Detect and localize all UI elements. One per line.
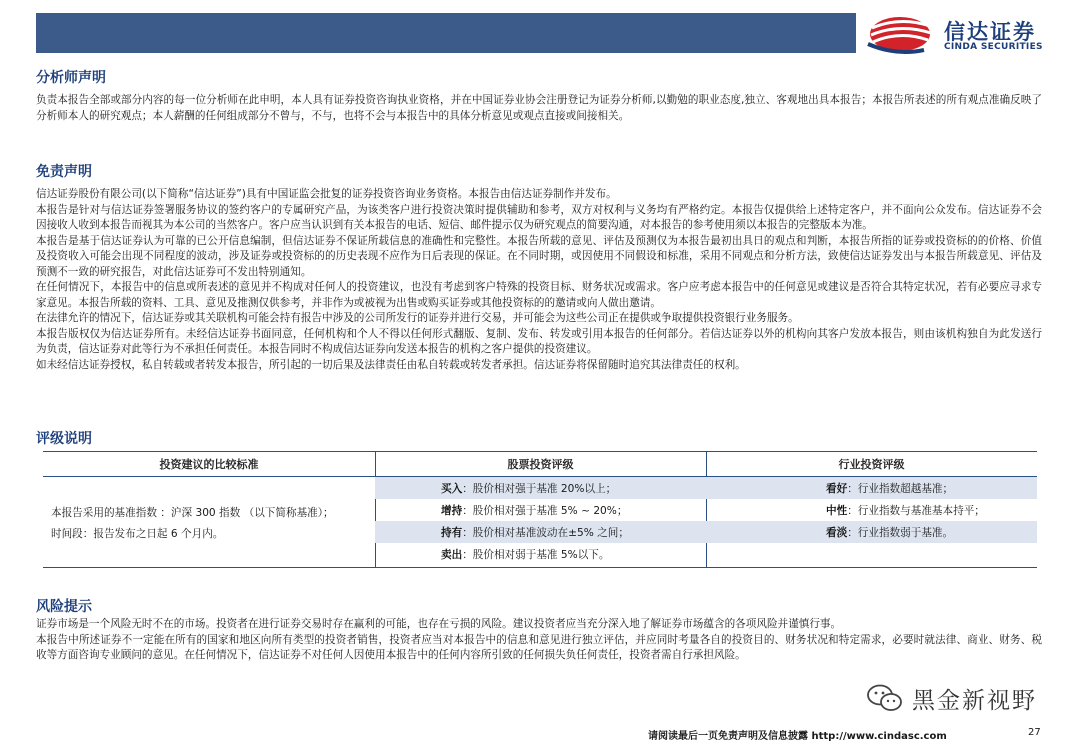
industry-rating-cell: 看好：行业指数超越基准；: [826, 483, 954, 495]
stock-rating-label: 买入: [441, 483, 463, 495]
watermark: [866, 678, 1037, 718]
risk-paragraph: 本报告中所述证券不一定能在所有的国家和地区向所有类型的投资者销售，投资者应当对本报告中的信息和意见进行独立评估，并应同时考量各自的投资目的、财务状况和特定需求，必要时就法律、商业、财务、税收等方面咨询专业顾问的意见。在任何情况下，信达证券不对任何人因使用本报告中的任何内容所引致的任何损失负任何责任，投资者需自行承担风险。: [36, 633, 1042, 661]
wechat-icon: [866, 683, 904, 713]
disclaimer-text: [36, 187, 1042, 373]
rating-table-header: [43, 452, 1037, 477]
stock-rating-label: 增持: [441, 505, 463, 517]
disclaimer-paragraph: 信达证券股份有限公司(以下简称“信达证券”)具有中国证监会批复的证券投资咨询业务资格。本报告由信达证券制作并发布。: [36, 188, 617, 200]
stock-rating-label: 持有: [441, 527, 463, 539]
header-industry-rating: 行业投资评级: [838, 458, 905, 471]
disclaimer-paragraph: 本报告是针对与信达证券签署服务协议的签约客户的专属研究产品，为该类客户进行投资决策时提供辅助和参考，双方对权利与义务均有严格约定。本报告仅提供给上述特定客户，并不面向公众发布。信达证券不会因接收人收到本报告而视其为本公司的当然客户。客户应当认识到有关本报告的电话、短信、邮件提示仅为研究观点的简要沟通，对本报告的参考使用须以本报告的完整版本为准。: [36, 203, 1042, 231]
benchmark-line: 本报告采用的基准指数 ：沪深 300 指数 （以下简称基准）；: [51, 507, 334, 519]
industry-rating-desc: 行业指数与基准基本持平；: [857, 505, 985, 517]
stock-rating-desc: 股价相对强于基准 5% ~ 20%；: [472, 505, 628, 517]
table-row: [375, 499, 1037, 521]
risk-section-title: 风险提示: [36, 599, 92, 615]
stock-rating-desc: 股价相对弱于基准 5%以下。: [472, 549, 610, 561]
cinda-logo-mark-icon: [866, 14, 936, 54]
footer-disclosure-link[interactable]: 请阅读最后一页免责声明及信息披露 http://www.cindasc.com: [648, 731, 947, 742]
disclaimer-paragraph: 在任何情况下，本报告中的信息或所表述的意见并不构成对任何人的投资建议，也没有考虑到客户特殊的投资目标、财务状况或需求。客户应考虑本报告中的任何意见或建议是否符合其特定状况，若有必要应寻求专家意见。本报告所载的资料、工具、意见及推测仅供参考，并非作为或被视为出售或购买证券或其他投资标的的邀请或向人做出邀请。: [36, 281, 1042, 309]
analyst-statement-text: [36, 93, 1042, 124]
stock-rating-label: 卖出: [441, 549, 463, 561]
analyst-section-title: 分析师声明: [36, 70, 106, 86]
stock-rating-cell: 卖出：股价相对弱于基准 5%以下。: [441, 549, 610, 561]
table-row: [375, 477, 1037, 499]
analyst-paragraph: 负责本报告全部或部分内容的每一位分析师在此申明，本人具有证券投资咨询执业资格，并在中国证券业协会注册登记为证券分析师,以勤勉的职业态度,独立、客观地出具本报告；本报告所表述的所有观点准确反映了分析师本人的研究观点；本人薪酬的任何组成部分不曾与，不与，也将不会与本报告中的具体分析意见或观点直接或间接相关。: [36, 94, 1042, 122]
industry-rating-desc: 行业指数弱于基准。: [857, 527, 954, 539]
industry-rating-label: 看淡: [826, 527, 848, 539]
cinda-logo: [866, 10, 1066, 60]
header-stock-rating: 股票投资评级: [507, 458, 574, 471]
benchmark-line: 时间段：报告发布之日起 6 个月内。: [51, 528, 224, 540]
table-row: [375, 543, 1037, 565]
watermark-text: 黑金新视野: [912, 687, 1037, 714]
stock-rating-desc: 股价相对强于基准 20%以上；: [472, 483, 617, 495]
header-bar: [36, 13, 856, 53]
industry-rating-cell: 看淡：行业指数弱于基准。: [826, 527, 954, 539]
rating-section-title: 评级说明: [36, 431, 92, 447]
table-row: [375, 521, 1037, 543]
industry-rating-label: 中性: [826, 505, 848, 517]
risk-paragraph: 证券市场是一个风险无时不在的市场。投资者在进行证券交易时存在赢利的可能，也存在亏损的风险。建议投资者应当充分深入地了解证券市场蕴含的各项风险并谨慎行事。: [36, 618, 842, 630]
rating-table: [43, 451, 1037, 568]
disclaimer-paragraph: 如未经信达证券授权，私自转载或者转发本报告，所引起的一切后果及法律责任由私自转载或转发者承担。信达证券将保留随时追究其法律责任的权利。: [36, 358, 746, 371]
disclaimer-section-title: 免责声明: [36, 164, 92, 180]
page-number: 27: [1028, 727, 1041, 738]
logo-name-en: CINDA SECURITIES: [944, 42, 1043, 52]
stock-rating-cell: 持有：股价相对基准波动在±5% 之间；: [441, 527, 629, 539]
risk-text: [36, 617, 1042, 664]
stock-rating-desc: 股价相对基准波动在±5% 之间；: [472, 527, 629, 539]
logo-name-cn: 信达证券: [944, 20, 1036, 44]
header-benchmark: 投资建议的比较标准: [159, 458, 259, 471]
stock-rating-cell: 增持：股价相对强于基准 5% ~ 20%；: [441, 505, 628, 517]
industry-rating-cell: 中性：行业指数与基准基本持平；: [826, 505, 985, 517]
industry-rating-desc: 行业指数超越基准；: [857, 483, 954, 495]
disclaimer-paragraph: 本报告版权仅为信达证券所有。未经信达证券书面同意，任何机构和个人不得以任何形式翻版、复制、发布、转发或引用本报告的任何部分。若信达证券以外的机构向其客户发放本报告，则由该机构独自为此发送行为负责，信达证券对此等行为不承担任何责任。本报告同时不构成信达证券向发送本报告的机构之客户提供的投资建议。: [36, 327, 1042, 355]
industry-rating-label: 看好: [826, 483, 848, 495]
disclaimer-paragraph: 本报告是基于信达证券认为可靠的已公开信息编制，但信达证券不保证所载信息的准确性和完整性。本报告所载的意见、评估及预测仅为本报告最初出具日的观点和判断，本报告所指的证券或投资标的的价格、价值及投资收入可能会出现不同程度的波动，涉及证券或投资标的的历史表现不应作为日后表现的保证。在不同时期，或因使用不同假设和标准，采用不同观点和分析方法，致使信达证券发出与本报告所载意见、评估及预测不一致的研究报告，对此信达证券可不发出特别通知。: [36, 234, 1042, 278]
disclaimer-paragraph: 在法律允许的情况下，信达证券或其关联机构可能会持有报告中涉及的公司所发行的证券并进行交易，并可能会为这些公司正在提供或争取提供投资银行业务服务。: [36, 312, 799, 324]
stock-rating-cell: 买入：股价相对强于基准 20%以上；: [441, 483, 617, 495]
